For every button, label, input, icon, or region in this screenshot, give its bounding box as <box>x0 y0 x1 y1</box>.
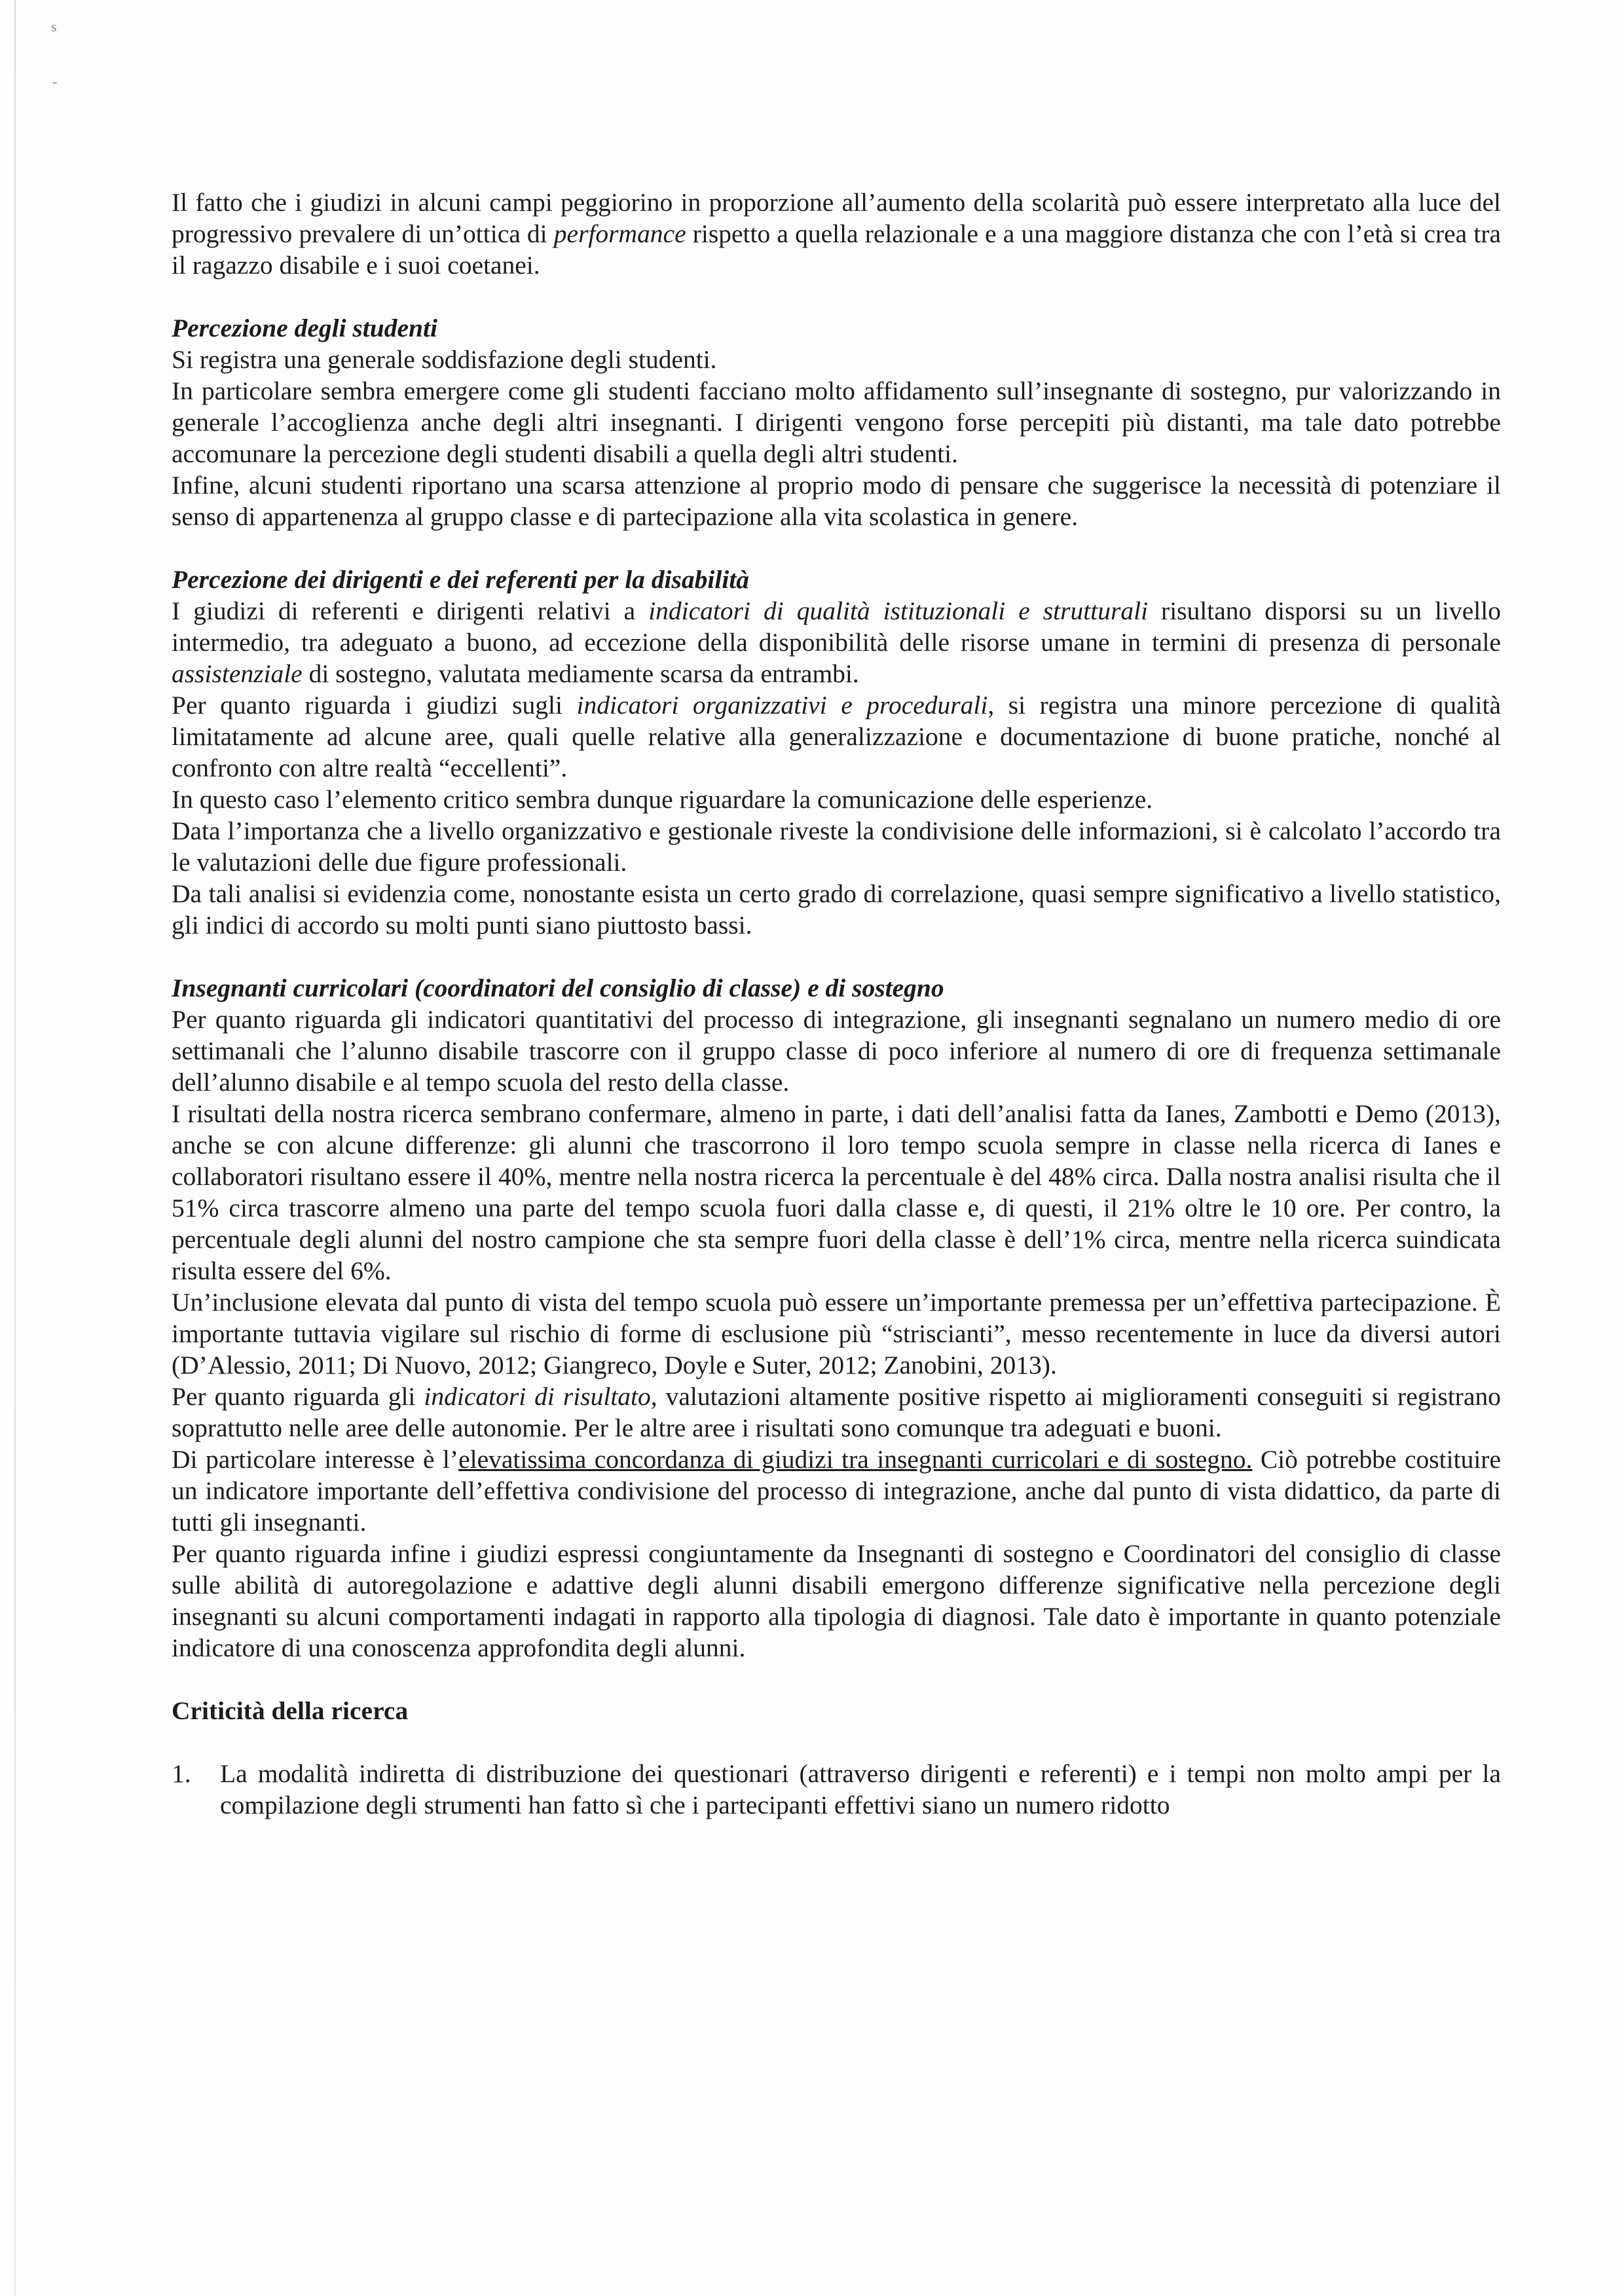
teachers-p5 <box>172 1444 1501 1538</box>
teachers-p4-em: indicatori di risultato <box>424 1382 651 1411</box>
scan-edge-line <box>14 0 16 2296</box>
managers-p1-c: di sostegno, valutata mediamente scarsa da entrambi. <box>302 659 859 688</box>
heading-managers: Percezione dei dirigenti e dei referenti per la disabilità <box>172 565 750 594</box>
teachers-p4-a: Per quanto riguarda gli <box>172 1382 424 1411</box>
teachers-p1: Per quanto riguarda gli indicatori quantitativi del processo di integrazione, gli insegnanti segnalano un numero medio di ore settimanali che l’alunno disabile trascorre con il gruppo classe di poco inferiore al numero di ore di frequenza settimanale dell’alunno disabile e al tempo scuola del resto della classe. <box>172 1005 1501 1097</box>
teachers-p4 <box>172 1381 1501 1444</box>
students-p1: Si registra una generale soddisfazione degli studenti. <box>172 345 717 374</box>
document-body <box>172 187 1501 1821</box>
section-gap <box>172 941 1501 972</box>
heading-teachers: Insegnanti curricolari (coordinatori del consiglio di classe) e di sostegno <box>172 974 944 1002</box>
heading-criticism: Criticità della ricerca <box>172 1696 409 1725</box>
intro-paragraph <box>172 187 1501 281</box>
section-gap <box>172 1664 1501 1695</box>
teachers-p5-underlined: elevatissima concordanza di giudizi tra insegnanti curricolari e di sostegno. <box>458 1445 1253 1474</box>
list-item <box>172 1758 1501 1821</box>
section-gap <box>172 281 1501 312</box>
managers-p4: Data l’importanza che a livello organizzativo e gestionale riveste la condivisione delle informazioni, si è calcolato l’accordo tra le valutazioni delle due figure professionali. <box>172 816 1501 877</box>
managers-p2-em: indicatori organizzativi e procedurali <box>576 691 988 720</box>
teachers-p2: I risultati della nostra ricerca sembrano confermare, almeno in parte, i dati dell’analisi fatta da Ianes, Zambotti e Demo (2013), anche se con alcune differenze: gli alunni che trascorrono il loro tempo scuola sempre in classe nella ricerca di Ianes e collaboratori risultano essere il 40%, mentre nella nostra ricerca la percentuale è del 48% circa. Dalla nostra analisi risulta che il 51% circa trascorre almeno una parte del tempo scuola fuori dalla classe e, di questi, il 21% oltre le 10 ore. Per contro, la percentuale degli alunni del nostro campione che sta sempre fuori della classe è dell’1% circa, mentre nella ricerca suindicata risulta essere del 6%. <box>172 1099 1501 1285</box>
managers-p2-b: , si registra una minore percezione di qualità limitatamente ad alcune aree, quali quelle relative alla generalizzazione e documentazione di buone pratiche, nonché al confronto con altre realtà “eccellenti”. <box>172 691 1501 782</box>
managers-p1-a: I giudizi di referenti e dirigenti relativi a <box>172 596 649 625</box>
students-p3: Infine, alcuni studenti riportano una scarsa attenzione al proprio modo di pensare che suggerisce la necessità di potenziare il senso di appartenenza al gruppo classe e di partecipazione alla vita scolastica in genere. <box>172 471 1501 531</box>
scan-mark-second: - <box>52 73 58 90</box>
intro-line2-em: performance <box>553 219 686 248</box>
managers-p2-a: Per quanto riguarda i giudizi sugli <box>172 691 577 720</box>
students-p2: In particolare sembra emergere come gli studenti facciano molto affidamento sull’insegnante di sostegno, pur valorizzando in generale l’accoglienza anche degli altri insegnanti. I dirigenti vengono forse percepiti più distanti, ma tale dato potrebbe accomunare la percezione degli studenti disabili a quella degli altri studenti. <box>172 376 1501 468</box>
teachers-p6: Per quanto riguarda infine i giudizi espressi congiuntamente da Insegnanti di sostegno e Coordinatori del consiglio di classe sulle abilità di autoregolazione e adattive degli alunni disabili emergono differenze significative nella percezione degli insegnanti su alcuni comportamenti indagati in rapporto alla tipologia di diagnosi. Tale dato è importante in quanto potenziale indicatore di una conoscenza approfondita degli alunni. <box>172 1539 1501 1662</box>
intro-line2-b: rispetto a quella relazionale e a <box>686 219 1015 248</box>
managers-p1-em2: assistenziale <box>172 659 303 688</box>
list-item-text: La modalità indiretta di distribuzione dei questionari (attraverso dirigenti e referenti) e i tempi non molto ampi per la compilazione degli strumenti han fatto sì che i partecipanti effettivi siano un numero ridotto <box>220 1759 1501 1819</box>
section-gap <box>172 1726 1501 1758</box>
teachers-p4-b: , valutazioni altamente positive rispetto ai miglioramenti conseguiti si registrano soprattutto nelle aree delle autonomie. Per le altre aree i risultati sono comunque tra adeguati e buoni. <box>172 1382 1501 1442</box>
managers-p1-b: risultano disporsi su un livello intermedio, tra adeguato a buono, ad eccezione della disponibilità delle risorse umane in termini di presenza di personale <box>172 596 1501 657</box>
teachers-p5-b: Ciò potrebbe costituire un indicatore importante dell’effettiva condivisione del processo di integrazione, anche dal punto di vista didattico, da parte di tutti gli insegnanti. <box>172 1445 1501 1537</box>
managers-p2 <box>172 689 1501 784</box>
scan-mark-top: s <box>51 18 57 35</box>
teachers-p5-a: Di particolare interesse è l’ <box>172 1445 459 1474</box>
section-gap <box>172 532 1501 564</box>
list-item-number: 1. <box>172 1759 191 1788</box>
teachers-p3: Un’inclusione elevata dal punto di vista del tempo scuola può essere un’importante premessa per un’effettiva partecipazione. È importante tuttavia vigilare sul rischio di forme di esclusione più “striscianti”, messo recentemente in luce da diversi autori (D’Alessio, 2011; Di Nuovo, 2012; Giangreco, Doyle e Suter, 2012; Zanobini, 2013). <box>172 1288 1501 1379</box>
intro-line1: Il fatto che i giudizi in alcuni campi peggiorino in proporzione all’aumento della scolarità può essere <box>172 188 1238 217</box>
managers-p1-em: indicatori di qualità istituzionali e strutturali <box>648 596 1149 625</box>
managers-p5: Da tali analisi si evidenzia come, nonostante esista un certo grado di correlazione, quasi sempre significativo a livello statistico, gli indici di accordo su molti punti siano piuttosto bassi. <box>172 879 1501 939</box>
intro-line3: una maggiore distanza che con l’età si crea tra il ragazzo disabile e i suoi coetanei. <box>172 219 1502 280</box>
intro-line2-a: interpretato alla luce del progressivo prevalere di un’ottica di <box>172 188 1502 248</box>
managers-p3: In questo caso l’elemento critico sembra dunque riguardare la comunicazione delle esperienze. <box>172 785 1153 814</box>
heading-students: Percezione degli studenti <box>172 314 437 342</box>
managers-p1 <box>172 595 1501 689</box>
